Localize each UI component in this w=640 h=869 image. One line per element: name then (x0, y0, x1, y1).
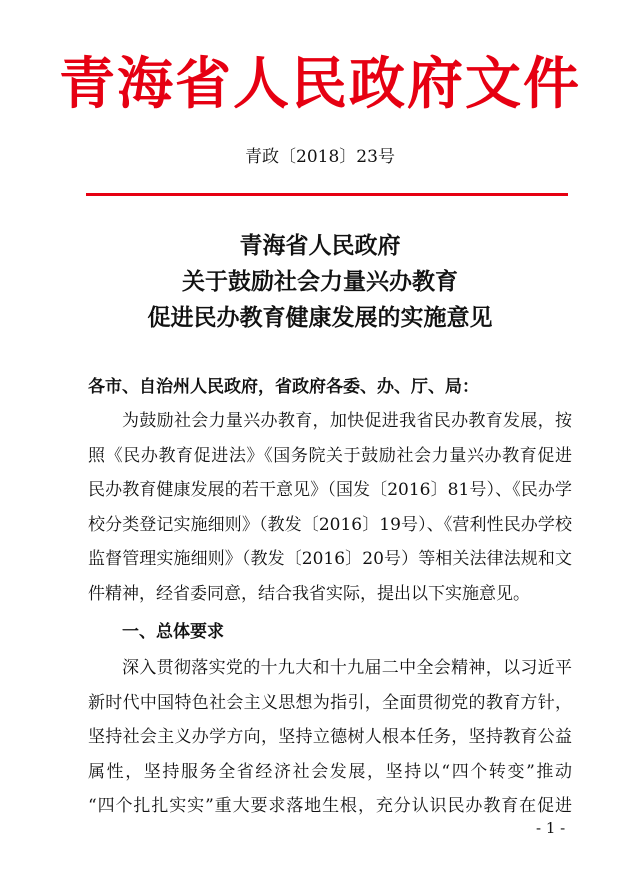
document-header-title: 青海省人民政府文件 (59, 51, 581, 117)
paragraph-line: 属性，坚持服务全省经济社会发展，坚持以“四个转变”推动 (88, 761, 572, 782)
page-number: - 1 - (536, 819, 566, 837)
paragraph-line: 监督管理实施细则》（教发〔2016〕20号）等相关法律法规和文 (88, 549, 572, 569)
title-line-2: 关于鼓励社会力量兴办教育 (182, 268, 458, 295)
paragraph-line: 深入贯彻落实党的十九大和十九届二中全会精神，以习近平 (122, 658, 572, 678)
document-body (88, 370, 572, 824)
paragraph-line: 校分类登记实施细则》（教发〔2016〕19号）、《营利性民办学校 (88, 514, 572, 535)
addressee-line: 各市、自治州人民政府，省政府各委、办、厅、局： (88, 377, 479, 397)
header-red-divider (86, 193, 568, 196)
document-number: 青政〔2018〕23号 (245, 147, 395, 167)
paragraph-line: 坚持社会主义办学方向，坚持立德树人根本任务，坚持教育公益 (88, 727, 572, 747)
paragraph-general-requirements (88, 651, 572, 824)
title-line-3: 促进民办教育健康发展的实施意见 (147, 304, 493, 331)
paragraph-line: 照《民办教育促进法》《国务院关于鼓励社会力量兴办教育促进 (88, 445, 572, 466)
paragraph-line: 件精神，经省委同意，结合我省实际，提出以下实施意见。 (88, 583, 530, 604)
paragraph-intro (88, 404, 572, 611)
section-heading: 一、总体要求 (122, 622, 224, 642)
paragraph-line: 新时代中国特色社会主义思想为指引，全面贯彻党的教育方针， (88, 692, 572, 713)
paragraph-line: 为鼓励社会力量兴办教育，加快促进我省民办教育发展，按 (122, 411, 572, 431)
document-title (0, 228, 640, 336)
paragraph-line: “四个扎扎实实”重大要求落地生根，充分认识民办教育在促进 (88, 796, 572, 816)
title-line-1: 青海省人民政府 (239, 232, 401, 259)
paragraph-line: 民办教育健康发展的若干意见》（国发〔2016〕81号）、《民办学 (88, 480, 572, 500)
